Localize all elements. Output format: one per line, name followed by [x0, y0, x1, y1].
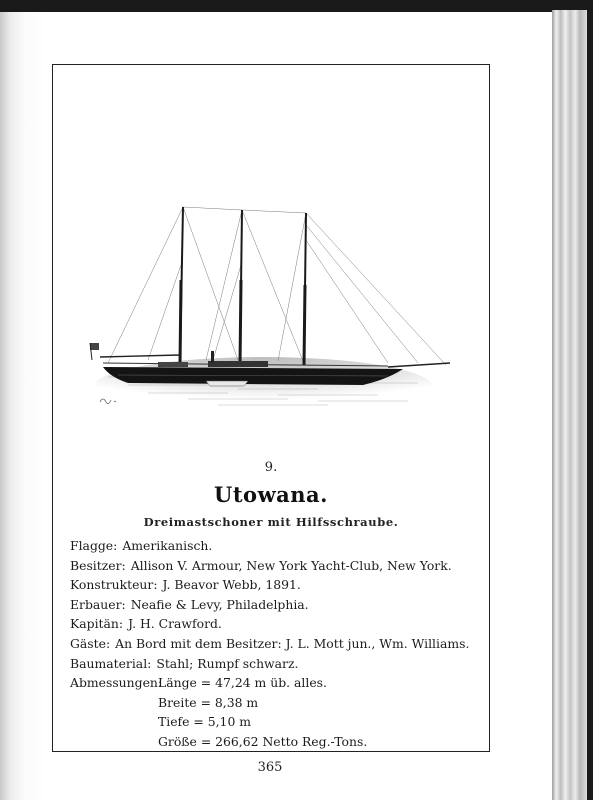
- detail-value: An Bord mit dem Besitzer: J. L. Mott jun., Wm. Williams.: [115, 635, 470, 651]
- dimension-breadth: Breite = 8,38 m: [158, 694, 259, 710]
- detail-value: Allison V. Armour, New York Yacht-Club, New York.: [130, 557, 452, 573]
- detail-label: Konstrukteur:: [70, 577, 158, 593]
- detail-value: Amerikanisch.: [122, 538, 213, 553]
- detail-value: J. H. Crawford.: [128, 616, 222, 632]
- dimension-depth: Tiefe = 5,10 m: [158, 714, 252, 730]
- detail-row-dimensions: [70, 675, 480, 695]
- vessel-type-subtitle: Dreimastschoner mit Hilfsschraube.: [143, 515, 399, 529]
- detail-value: J. Beavor Webb, 1891.: [162, 577, 301, 593]
- detail-label: Gäste:: [70, 635, 111, 651]
- book-page-edges: [552, 10, 587, 800]
- detail-label: Besitzer:: [70, 557, 126, 573]
- dimension-length: Länge = 47,24 m üb. alles.: [158, 675, 327, 691]
- detail-label: Baumaterial:: [70, 655, 152, 671]
- yacht-details: [70, 538, 480, 754]
- detail-row-breadth: [70, 695, 480, 715]
- detail-row-builder: [70, 597, 480, 617]
- schooner-photograph: [88, 195, 453, 425]
- detail-row-flag: [70, 538, 480, 558]
- detail-value: Stahl; Rumpf schwarz.: [156, 655, 299, 671]
- detail-label: Kapitän:: [70, 616, 124, 632]
- dimension-tonnage: Größe = 266,62 Netto Reg.-Tons.: [158, 733, 368, 749]
- detail-row-material: [70, 656, 480, 676]
- yacht-name-title: Utowana.: [214, 482, 328, 507]
- detail-value: Neafie & Levy, Philadelphia.: [130, 596, 309, 612]
- dimensions-label: Abmessungen:: [70, 675, 163, 691]
- detail-label: Erbauer:: [70, 596, 126, 612]
- page-number: 365: [257, 760, 283, 775]
- detail-row-tonnage: [70, 734, 480, 754]
- detail-row-designer: [70, 577, 480, 597]
- entry-number: 9.: [264, 460, 278, 475]
- detail-row-owner: [70, 558, 480, 578]
- detail-row-captain: [70, 616, 480, 636]
- detail-row-guests: [70, 636, 480, 656]
- detail-row-depth: [70, 714, 480, 734]
- detail-label: Flagge:: [70, 538, 118, 553]
